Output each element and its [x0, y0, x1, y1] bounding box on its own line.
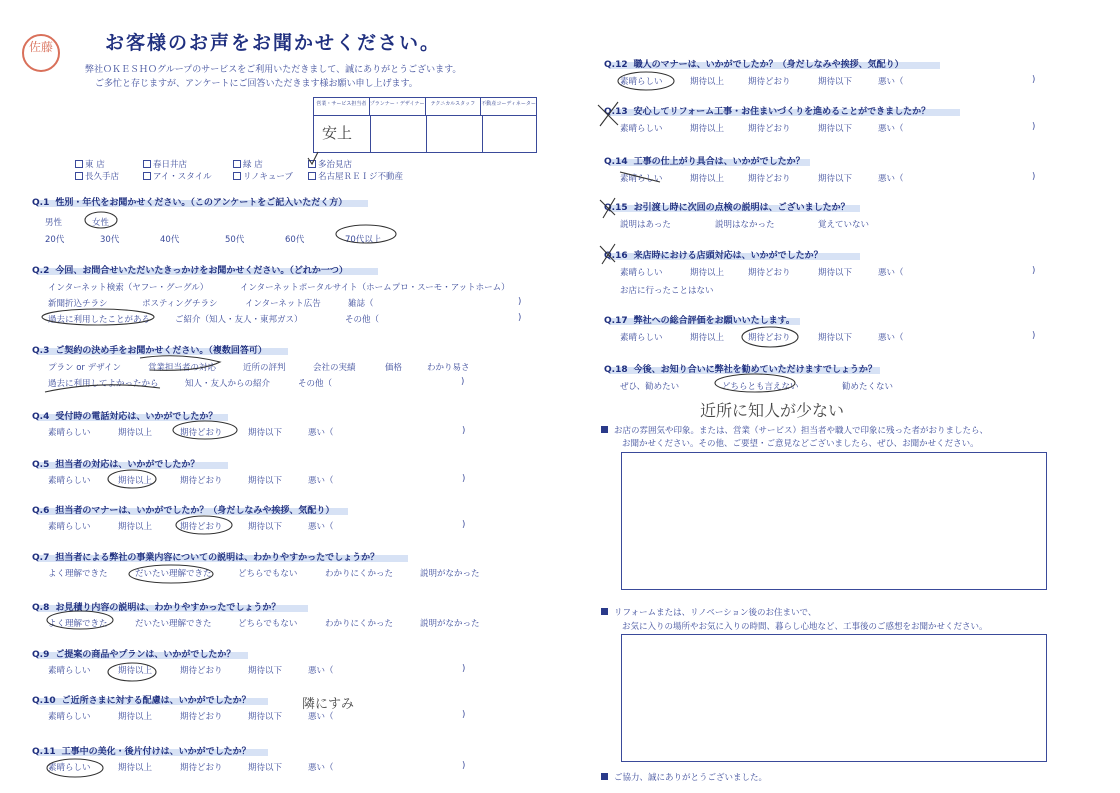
staff-sales-signature: 安上 — [322, 124, 353, 142]
q9-opt-0[interactable]: 素晴らしい — [48, 666, 91, 676]
q4-opt-5: ) — [462, 426, 466, 436]
q14-opt-2[interactable]: 期待どおり — [748, 174, 791, 184]
q10-opt-5: ) — [462, 710, 466, 720]
q1-age-70s-plus[interactable]: 70代以上 — [345, 235, 382, 245]
q3-opt-past-good[interactable]: 過去に利用してよかったから — [48, 379, 159, 389]
q9-opt-4[interactable]: 悪い（ — [308, 666, 334, 676]
comment2-box[interactable] — [621, 634, 1047, 762]
q17-opt-5: ) — [1032, 331, 1036, 341]
q1-age-40s[interactable]: 40代 — [160, 235, 180, 245]
q4-title: Q.4 受付時の電話対応は、いかがでしたか？ — [32, 412, 218, 422]
comment2-label: リフォームまたは、リノベーション後のお住まいで、 — [601, 606, 816, 618]
q16-opt-2[interactable]: 期待どおり — [748, 268, 791, 278]
q17-title: Q.17 弊社への総合評価をお願いいたします。 — [604, 316, 795, 326]
q15-title: Q.15 お引渡し時に次回の点検の説明は、ございましたか？ — [604, 203, 850, 213]
q13-opt-3[interactable]: 期待以下 — [818, 124, 853, 134]
q10-title: Q.10 ご近所さまに対する配慮は、いかがでしたか？ — [32, 696, 251, 706]
q7-opt-4[interactable]: 説明がなかった — [420, 569, 480, 579]
q16-opt-5: ) — [1032, 266, 1036, 276]
q16-title: Q.16 来店時における店頭対応は、いかがでしたか？ — [604, 251, 823, 261]
paren-close: ) — [518, 297, 522, 307]
q15-opt-0[interactable]: 説明はあった — [620, 220, 671, 230]
q11-opt-4[interactable]: 悪い（ — [308, 763, 334, 773]
q8-opt-4[interactable]: 説明がなかった — [420, 619, 480, 629]
q7-opt-3[interactable]: わかりにくかった — [325, 569, 394, 579]
q1-age-60s[interactable]: 60代 — [285, 235, 305, 245]
q9-opt-5: ) — [462, 664, 466, 674]
q6-opt-5: ) — [462, 520, 466, 530]
comment1-box[interactable] — [621, 452, 1047, 590]
staff-header-sales: 営業・サービス担当者 — [314, 98, 370, 115]
q12-opt-1[interactable]: 期待以上 — [690, 77, 725, 87]
q14-opt-3[interactable]: 期待以下 — [818, 174, 853, 184]
q13-opt-4[interactable]: 悪い（ — [878, 124, 904, 134]
approval-seal: 佐藤 — [22, 34, 60, 72]
q1-title: Q.1 性別・年代をお聞かせください。（このアンケートをご記入いただく方） — [32, 198, 348, 208]
q16-opt-3[interactable]: 期待以下 — [818, 268, 853, 278]
q11-opt-2[interactable]: 期待どおり — [180, 763, 223, 773]
q6-opt-0[interactable]: 素晴らしい — [48, 522, 91, 532]
q4-opt-1[interactable]: 期待以上 — [118, 428, 153, 438]
q4-opt-3[interactable]: 期待以下 — [248, 428, 283, 438]
q13-title: Q.13 安心してリフォーム工事・お住まいづくりを進めることができましたか？ — [604, 107, 931, 117]
q5-opt-4[interactable]: 悪い（ — [308, 476, 334, 486]
q8-opt-2[interactable]: どちらでもない — [238, 619, 298, 629]
q4-opt-2[interactable]: 期待どおり — [180, 428, 223, 438]
q9-title: Q.9 ご提案の商品やプランは、いかがでしたか？ — [32, 650, 236, 660]
q17-opt-0[interactable]: 素晴らしい — [620, 333, 663, 343]
q18-title: Q.18 今後、お知り合いに弊社を勧めていただけますでしょうか？ — [604, 365, 877, 375]
comment1-label: お店の雰囲気や印象。または、営業（サービス）担当者や職人で印象に残った者がおりましたら、 — [601, 424, 988, 436]
q1-gender-female[interactable]: 女性 — [92, 218, 110, 228]
q6-opt-4[interactable]: 悪い（ — [308, 522, 334, 532]
q16-opt-1[interactable]: 期待以上 — [690, 268, 725, 278]
q14-opt-1[interactable]: 期待以上 — [690, 174, 725, 184]
q4-opt-0[interactable]: 素晴らしい — [48, 428, 91, 438]
q12-opt-2[interactable]: 期待どおり — [748, 77, 791, 87]
q2-opt-past-use[interactable]: 過去に利用したことがある — [48, 315, 151, 325]
q8-title: Q.8 お見積り内容の説明は、わかりやすかったでしょうか？ — [32, 603, 281, 613]
comment2-label-2: お気に入りの場所やお気に入りの時間、暮らし心地など、工事後のご感想をお聞かせください。 — [622, 622, 988, 632]
q10-opt-1[interactable]: 期待以上 — [118, 712, 153, 722]
q11-opt-5: ) — [462, 761, 466, 771]
thanks-text: ご協力、誠にありがとうございました。 — [601, 771, 767, 783]
q1-age-20s[interactable]: 20代 — [45, 235, 65, 245]
q12-opt-4[interactable]: 悪い（ — [878, 77, 904, 87]
q2-title: Q.2 今回、お問合せいただいたきっかけをお聞かせください。（どれか一つ） — [32, 266, 348, 276]
q2-opt-web-ad[interactable]: インターネット広告 — [245, 299, 321, 309]
q16-opt-0[interactable]: 素晴らしい — [620, 268, 663, 278]
q2-opt-other[interactable]: その他（ — [345, 315, 380, 325]
intro-line-1: 弊社ＯＫＥＳＨＯグループのサービスをご利用いただきまして、誠にありがとうございます。 — [85, 65, 462, 75]
q3-opt-plan[interactable]: プラン or デザイン — [48, 363, 122, 373]
q13-opt-5: ) — [1032, 122, 1036, 132]
q12-opt-5: ) — [1032, 75, 1036, 85]
q1-gender-male[interactable]: 男性 — [45, 218, 63, 228]
q2-opt-portal[interactable]: インターネットポータルサイト（ホームプロ・スーモ・アットホーム） — [240, 283, 510, 293]
q3-opt-acquaintance[interactable]: 知人・友人からの紹介 — [185, 379, 271, 389]
q3-opt-clarity[interactable]: わかり易さ — [427, 363, 470, 373]
q11-opt-3[interactable]: 期待以下 — [248, 763, 283, 773]
q17-opt-4[interactable]: 悪い（ — [878, 333, 904, 343]
q14-opt-0[interactable]: 素晴らしい — [620, 174, 663, 184]
q3-opt-sales-response[interactable]: 営業担当者の対応 — [148, 363, 217, 373]
q16-opt-4[interactable]: 悪い（ — [878, 268, 904, 278]
q1-age-50s[interactable]: 50代 — [225, 235, 245, 245]
q10-handwritten-note: 隣にすみ — [302, 697, 355, 712]
q13-opt-1[interactable]: 期待以上 — [690, 124, 725, 134]
q5-opt-1[interactable]: 期待以上 — [118, 476, 153, 486]
q15-opt-2[interactable]: 覚えていない — [818, 220, 870, 230]
q17-opt-3[interactable]: 期待以下 — [818, 333, 853, 343]
q11-title: Q.11 工事中の美化・後片付けは、いかがでしたか？ — [32, 747, 251, 757]
staff-header-realestate: 不動産コーディネーター — [481, 101, 536, 107]
q12-title: Q.12 職人のマナーは、いかがでしたか？（身だしなみや挨拶、気配り） — [604, 60, 904, 70]
q3-opt-track-record[interactable]: 会社の実績 — [313, 363, 356, 373]
q12-opt-3[interactable]: 期待以下 — [818, 77, 853, 87]
q5-opt-0[interactable]: 素晴らしい — [48, 476, 91, 486]
q3-opt-price[interactable]: 価格 — [385, 363, 403, 373]
q8-opt-0[interactable]: よく理解できた — [48, 619, 108, 629]
paren-close: ) — [461, 377, 465, 387]
q13-opt-0[interactable]: 素晴らしい — [620, 124, 663, 134]
q7-opt-2[interactable]: どちらでもない — [238, 569, 298, 579]
q2-opt-posting[interactable]: ポスティングチラシ — [142, 299, 218, 309]
q11-opt-0[interactable]: 素晴らしい — [48, 763, 91, 773]
paren-close: ) — [518, 313, 522, 323]
q2-opt-search[interactable]: インターネット検索（ヤフー・グーグル） — [48, 283, 209, 293]
q14-opt-5: ) — [1032, 172, 1036, 182]
page-title: お客様のお声をお聞かせください。 — [105, 32, 442, 54]
q8-opt-3[interactable]: わかりにくかった — [325, 619, 394, 629]
q18-opt-2[interactable]: 勧めたくない — [842, 382, 894, 392]
q5-opt-3[interactable]: 期待以下 — [248, 476, 283, 486]
q5-opt-5: ) — [462, 474, 466, 484]
staff-header-planner: プランナー・デザイナー — [370, 98, 426, 115]
q3-opt-reputation[interactable]: 近所の評判 — [243, 363, 286, 373]
q5-title: Q.5 担当者の対応は、いかがでしたか？ — [32, 460, 200, 470]
q2-opt-referral[interactable]: ご紹介（知人・友人・東邦ガス） — [175, 315, 303, 325]
q2-opt-magazine[interactable]: 雑誌（ — [348, 299, 374, 309]
q10-opt-3[interactable]: 期待以下 — [248, 712, 283, 722]
q7-opt-1[interactable]: だいたい理解できた — [135, 569, 212, 579]
q1-age-30s[interactable]: 30代 — [100, 235, 120, 245]
q14-title: Q.14 工事の仕上がり具合は、いかがでしたか？ — [604, 157, 805, 167]
staff-table — [313, 97, 537, 153]
q12-opt-0[interactable]: 素晴らしい — [620, 77, 663, 87]
q13-opt-2[interactable]: 期待どおり — [748, 124, 791, 134]
q6-opt-1[interactable]: 期待以上 — [118, 522, 153, 532]
q9-opt-3[interactable]: 期待以下 — [248, 666, 283, 676]
q18-opt-0[interactable]: ぜひ、勧めたい — [620, 382, 680, 392]
q5-opt-2[interactable]: 期待どおり — [180, 476, 223, 486]
q17-opt-1[interactable]: 期待以上 — [690, 333, 725, 343]
q8-opt-1[interactable]: だいたい理解できた — [135, 619, 212, 629]
q18-opt-1[interactable]: どちらとも言えない — [722, 382, 799, 392]
q15-opt-1[interactable]: 説明はなかった — [715, 220, 775, 230]
q4-opt-4[interactable]: 悪い（ — [308, 428, 334, 438]
q17-opt-2[interactable]: 期待どおり — [748, 333, 791, 343]
q6-opt-2[interactable]: 期待どおり — [180, 522, 223, 532]
q16-opt-never-visited[interactable]: お店に行ったことはない — [620, 286, 714, 296]
q3-opt-other[interactable]: その他（ — [298, 379, 333, 389]
q18-handwritten-note: 近所に知人が少ない — [700, 401, 845, 420]
q9-opt-2[interactable]: 期待どおり — [180, 666, 223, 676]
q10-opt-0[interactable]: 素晴らしい — [48, 712, 91, 722]
q9-opt-1[interactable]: 期待以上 — [118, 666, 153, 676]
q10-opt-4[interactable]: 悪い（ — [308, 712, 334, 722]
q14-opt-4[interactable]: 悪い（ — [878, 174, 904, 184]
q6-opt-3[interactable]: 期待以下 — [248, 522, 283, 532]
q7-title: Q.7 担当者による弊社の事業内容についての説明は、わかりやすかったでしょうか？ — [32, 553, 380, 563]
staff-header-technical: テクニカルスタッフ — [426, 98, 482, 115]
q11-opt-1[interactable]: 期待以上 — [118, 763, 153, 773]
comment1-label-2: お聞かせください。その他、ご要望・ご意見などございましたら、ぜひ、お聞かせください。 — [622, 439, 979, 449]
q10-opt-2[interactable]: 期待どおり — [180, 712, 223, 722]
q7-opt-0[interactable]: よく理解できた — [48, 569, 108, 579]
q3-title: Q.3 ご契約の決め手をお聞かせください。（複数回答可） — [32, 346, 267, 356]
q6-title: Q.6 担当者のマナーは、いかがでしたか？（身だしなみや挨拶、気配り） — [32, 506, 335, 516]
intro-line-2: ご多忙と存じますが、アンケートにご回答いただきます様お願い申し上げます。 — [95, 79, 418, 89]
q2-opt-newspaper[interactable]: 新聞折込チラシ — [48, 299, 108, 309]
